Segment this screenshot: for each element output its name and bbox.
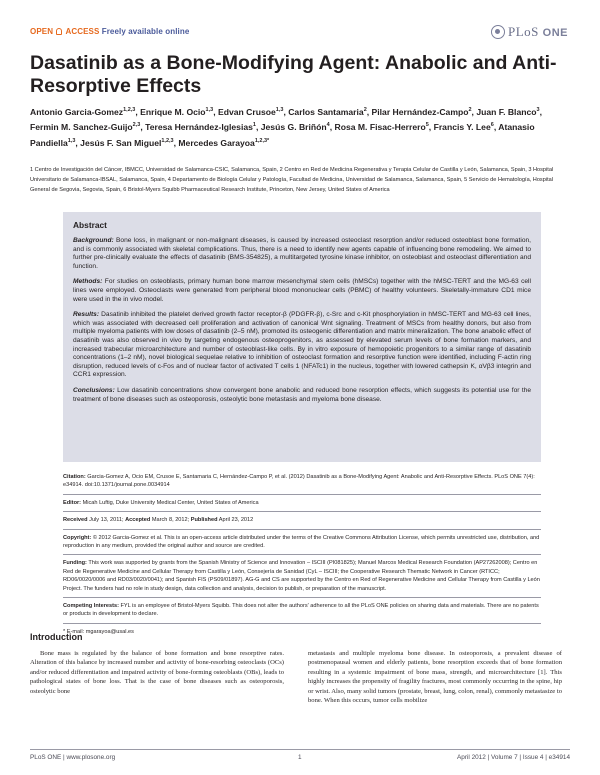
author[interactable] [434,122,494,132]
author-name: Pilar Hernández-Campo [371,106,469,117]
author-name: Francis Y. Lee [433,122,491,133]
author-affiliation-marks: 1,2,3 [123,107,136,113]
author-affiliation-marks: 5 [425,122,429,129]
author-name: Jesús F. San Miguel [80,137,162,148]
methods-label: Methods: [73,278,103,286]
editor-label: Editor: [63,499,82,506]
competing-text: FYL is an employee of Bristol-Myers Squibb. This does not alter the authors' adherence to all the PLoS ONE policies on sharing data and materials. There are no patents or products in development to declare. [63,603,539,618]
author-name: Rosa M. Fisac-Herrero [334,122,426,133]
affiliations: 1 Centro de Investigación del Cáncer, IBMCC, Universidad de Salamanca-CSIC, Salamanca, Spain, 2 Centro en Red de Medicina Regenerativa y Terapia Celular de Castilla y León, Salamanca, Spain, 3 Hospital Universitario de Salamanca-IBSAL, Salamanca, Spain, 4 Departamento de Biología Celular y Patología, Facultad de Medicina, Universidad de Salamanca, Salamanca, Spain, 5 Servicio de Hematología, Hospital General de Segovia, Segovia, Spain, 6 Bristol-Myers Squibb Pharmaceutical Research Institute, Princeton, New Jersey, United States of America [30,167,554,193]
author-name: Edvan Crusoe [217,106,276,117]
plos-logo-icon [491,25,505,39]
competing-interests [63,602,541,619]
meta-divider [63,529,541,530]
meta-divider [63,494,541,495]
author-affiliation-marks: 2 [363,107,367,113]
author-affiliation-marks: 2,3 [132,122,141,129]
author[interactable] [178,138,269,148]
published-label: Published [190,517,218,524]
funding [63,559,541,593]
author-affiliation-marks: 6 [490,122,494,129]
copyright-label: Copyright: [63,534,92,541]
author-name: Mercedes Garayoa [178,137,255,148]
journal-header [30,24,570,44]
author[interactable] [140,107,213,117]
author-affiliation-marks: 1 [252,122,256,129]
received-date: July 13, 2011; [89,517,124,524]
author-name: Teresa Hernández-Iglesias [145,122,253,133]
editor [63,499,541,507]
article-title: Dasatinib as a Bone-Modifying Agent: Anabolic and Anti-Resorptive Effects [30,52,557,97]
author-affiliation-marks: 1,2,3 [161,137,174,144]
accepted-label: Accepted [125,517,151,524]
author-name: Juan F. Blanco [476,106,537,117]
conclusions-label: Conclusions: [73,386,115,394]
author[interactable] [80,138,173,148]
author-affiliation-marks: 2 [468,107,472,113]
author[interactable] [335,122,429,132]
meta-divider [63,623,541,624]
citation-text[interactable]: Garcia-Gomez A, Ocio EM, Crusoe E, Santamaria C, Hernández-Campo P, et al. (2012) Dasatinib as a Bone-Modifying Agent: Anabolic and Anti-Resorptive Effects. PLoS ONE 7(4): e34914. doi:10.1371/journal.pone.0034914 [63,474,535,489]
meta-divider [63,511,541,512]
author[interactable] [261,122,330,132]
citation [63,473,541,490]
abstract-background [73,237,531,271]
abstract-box [63,212,541,462]
received-label: Received [63,517,88,524]
introduction-heading: Introduction [30,632,83,642]
conclusions-text: Low dasatinib concentrations show convergent bone anabolic and reduced bone resorption effects, which suggests its potential use for the treatment of bone diseases such as osteoporosis, osteolytic bone metastasis and myeloma bone disease. [73,386,531,403]
copyright-text: © 2012 Garcia-Gomez et al. This is an open-access article distributed under the terms of the Creative Commons Attribution License, which permits unrestricted use, distribution, and reproduction in any medium, provided the original author and source are credited. [63,534,540,550]
author-affiliation-marks: 4 [326,122,330,129]
journal-logo[interactable] [491,24,568,40]
author-affiliation-marks: 1,3 [275,107,284,113]
author[interactable] [218,107,283,117]
background-text: Bone loss, in malignant or non-malignant diseases, is caused by increased osteoclast resorption and/or reduced osteoblast bone formation, and is commonly associated with skeletal complications. Thus, there is a need to identify new agents capable of influencing bone remodeling. We aimed to further pre-clinically evaluate the effects of dasatinib (BMS-354825), a multitargeted tyrosine kinase inhibitor, on osteoblast and osteoclast differentiation and function. [73,237,531,270]
author[interactable] [288,107,367,117]
abstract-results [73,311,531,380]
abstract-heading: Abstract [73,220,107,230]
introduction-right-column: metastasis and multiple myeloma bone disease. In osteoporosis, a prevalent disease of postmenopausal women and elderly patients, bone resorption exceeds that of bone formation resulting in a systemic impairment of bone mass, strength, and microarchitecture [1]. This highly increases the propensity of fragility fractures, most commonly occurring in the spine, hip or wrist. Also, many solid tumors (prostate, breast, lung, colon, renal), commonly metastasize to bone. When this occurs, tumor cells mobilize [308,650,562,705]
copyright [63,534,541,551]
abstract-methods [73,278,531,304]
results-text: Dasatinib inhibited the platelet derived growth factor receptor-β (PDGFR-β), c-Src and c-Kit phosphorylation in hMSC-TERT and MG-63 cell lines, which was associated with decreased cell proliferation and activation of canonical Wnt signaling. Treatment of MSCs from healthy donors, but also from multiple myeloma patients with low doses of dasatinib (2–5 nM), promoted its osteogenic differentiation and matrix mineralization. The bone anabolic effect of dasatinib was also observed in vivo by targeting endogenous osteoprogenitors, as assessed by elevated serum levels of bone formation markers, and increased trabecular microarchitecture and number of osteoblast-like cells. By in vitro exposure of hemopoietic progenitors to a similar range of dasatinib concentrations (1–2 nM), novel biological sequelae relative to inhibition of osteoclast formation and resorptive function were identified, including F-actin ring disruption, reduced levels of c-Fos and of nuclear factor of activated T cells 1 (NFATc1) in the nucleus, together with lowered cathepsin K, αVβ3 integrin and CCR1 expression. [73,311,531,379]
dates [63,516,541,524]
citation-label: Citation: [63,474,86,480]
methods-text: For studies on osteoblasts, primary human bone marrow mesenchymal stem cells (hMSCs) together with the hMSC-TERT and the MG-63 cell lines were employed. Osteoclasts were generated from peripheral blood mononuclear cells (PBMC) of healthy volunteers. Skeletally-immature CD1 mice were used in the in vivo model. [73,278,531,303]
footer-journal[interactable]: PLoS ONE | www.plosone.org [30,754,116,761]
author-name: Jesús G. Briñón [260,122,327,133]
author-name: Atanasio Pandiella [30,122,535,148]
open-lock-icon [56,28,62,35]
journal-logo-text: PLoS [508,24,539,39]
author[interactable] [372,107,472,117]
freely-available-label: Freely available online [101,27,190,36]
footer-issue: April 2012 | Volume 7 | Issue 4 | e34914 [457,754,570,761]
journal-logo-suffix: ONE [542,27,568,39]
author[interactable] [145,122,256,132]
author-affiliation-marks: 3 [536,107,540,113]
abstract-conclusions [73,387,531,404]
funding-label: Funding: [63,560,87,567]
author[interactable] [30,107,135,117]
author-affiliation-marks: 1,3 [205,107,214,113]
author[interactable] [476,107,539,117]
meta-divider [63,597,541,598]
author-name: Antonio Garcia-Gomez [30,106,124,117]
author-affiliation-marks: 1,3 [67,137,76,144]
editor-text: Micah Luftig, Duke University Medical Center, United States of America [82,499,259,506]
competing-label: Competing Interests: [63,603,119,610]
funding-text: This work was supported by grants from the Spanish Ministry of Science and Innovation – ISCIII (PI081825); Manuel Marcos Medical Research Foundation (AP27262008); Centro en Red de Regenerative Medicine and Cellular Therapy from Castilla y León, Consejería de Sanidad (CyL – ISCIII; the Cooperative Research Thematic Network in Cancer (RTICC; RD06/0020/0006 and RD03/0020/0041); and Spanish FIS (PS09/01897). AG-G and CS are supported by the Centro en Red of Regenerative Medicine and Cellular Therapy from Castilla y León Project. The funders had no role in study design, data collection and analysis, decision to publish, or preparation of the manuscript. [63,560,540,592]
author[interactable] [30,122,140,132]
results-label: Results: [73,311,100,319]
footer-divider [30,749,570,750]
author-affiliation-marks: 1,2,3* [254,137,270,144]
article-metadata [63,473,541,640]
author-name: Enrique M. Ocio [140,106,206,117]
author-name: Carlos Santamaria [288,106,364,117]
author-name: Fermin M. Sanchez-Guijo [30,122,133,133]
author-list: Antonio Garcia-Gomez$^{1,2,3}$, Enrique M. Ocio$^{1,3}$, Edvan Crusoe$^{1,3}$, Carlos Santamaria$^2$, Pilar Hernández-Campo$^2$, Juan F. Blanco$^3$, Fermin M. Sanchez-Guijo$^{2,3}$, Teresa Hernández-Iglesias$^1$, Jesús G. Briñón$^4$, Rosa M. Fisac-Herrero$^5$, Francis Y. Lee$^6$, Atanasio Pandiella$^{1,3}$, Jesús F. San Miguel$^{1,2,3}$, Mercedes Garayoa$^{1,2,3*}$ [30,106,542,148]
published-date: April 23, 2012 [218,517,254,524]
introduction-left-column: Bone mass is regulated by the balance of bone formation and bone resorptive rates. Alteration of this balance by increased number and activity of bone-resorbing osteoclasts (OCs) and/or reduced differentiation and impaired activity of bone-forming osteoblasts (OBs), leads to pathological states of bone loss. That is the case of bone diseases such as osteoporosis, osteolytic bone [30,650,284,695]
background-label: Background: [73,237,114,244]
footer-page-number: 1 [298,754,302,761]
open-access-badge[interactable] [30,27,189,36]
corresponding-email[interactable]: * E-mail: mgarayoa@usal.es [63,628,134,635]
access-label: ACCESS [65,27,100,36]
open-access-label: OPEN [30,27,54,36]
accepted-date: March 8, 2012; [151,517,190,524]
meta-divider [63,554,541,555]
